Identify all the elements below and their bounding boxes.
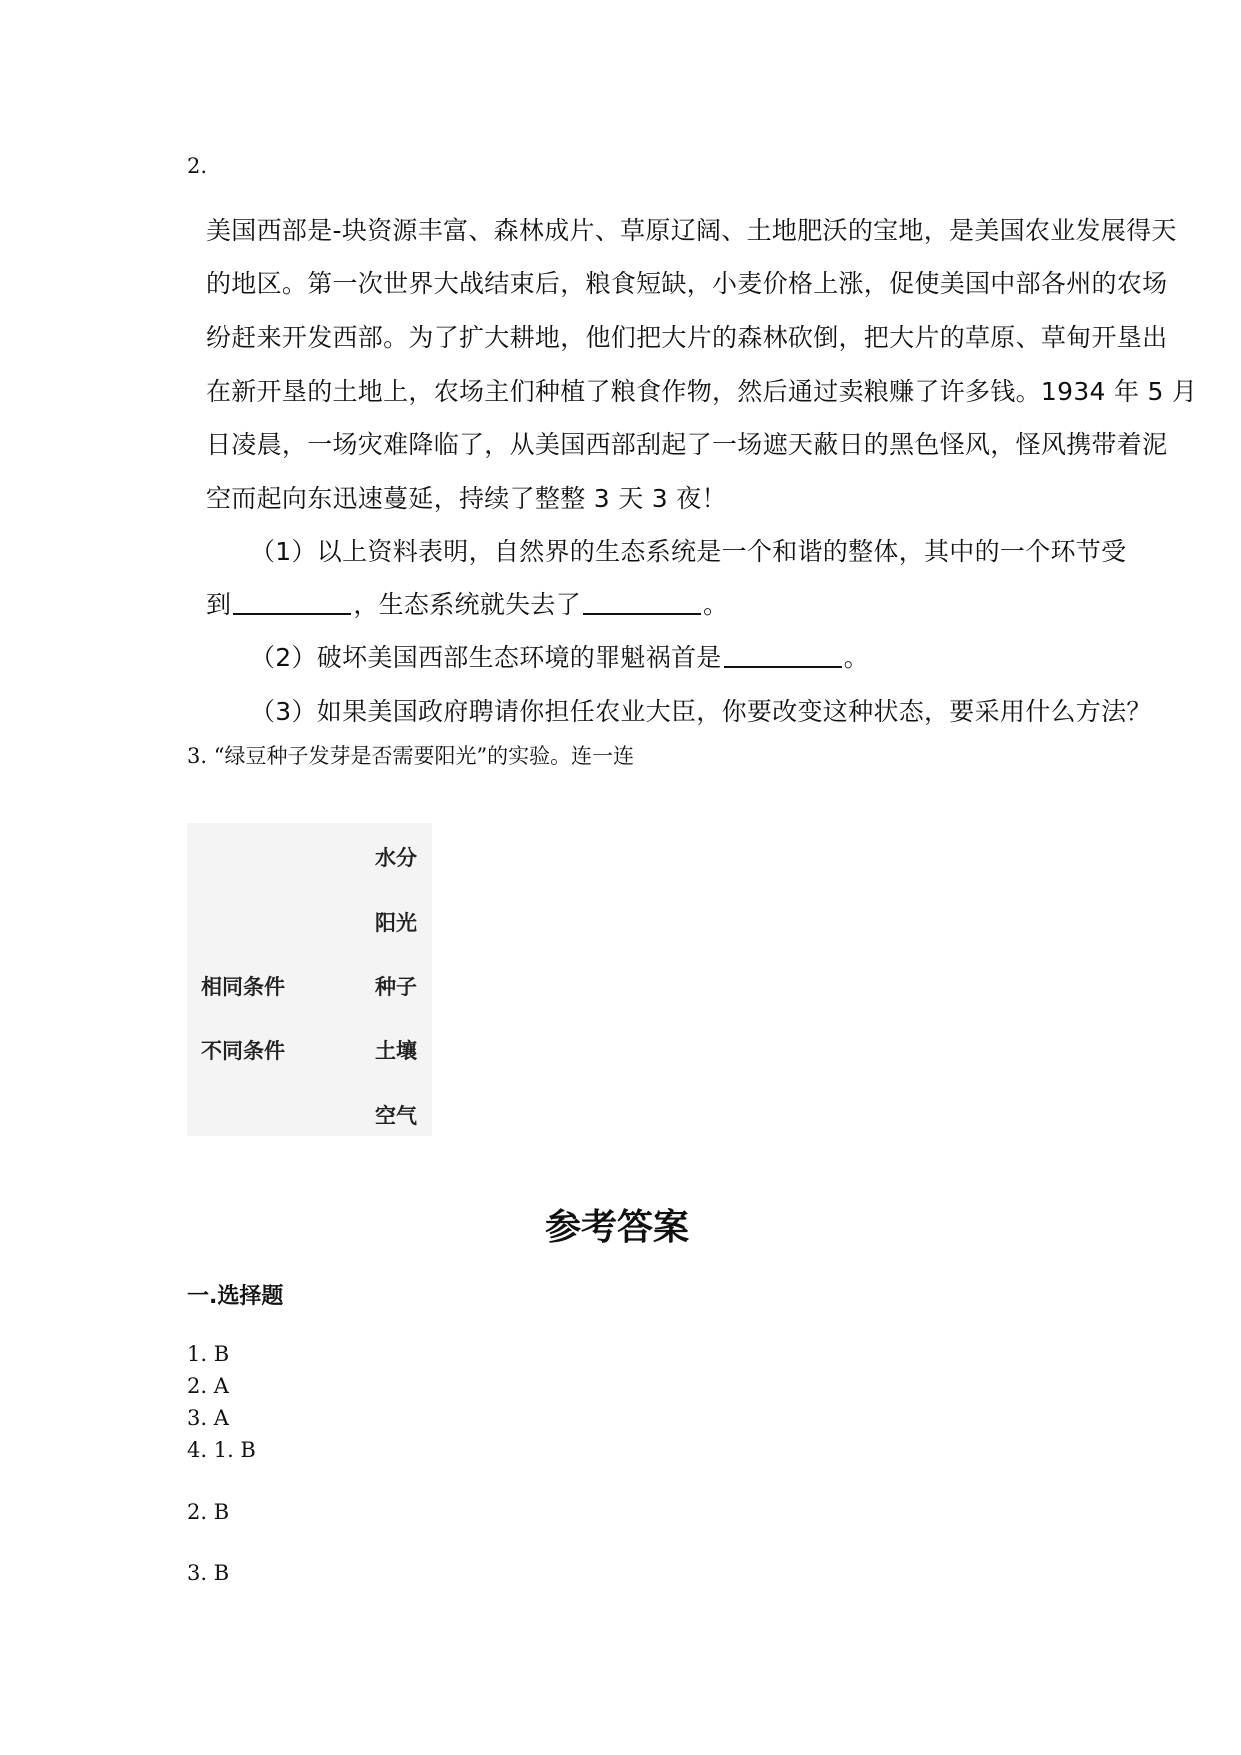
answer-item: 3. A <box>187 1406 229 1430</box>
right-item[interactable]: 阳光 <box>375 911 417 935</box>
answer-item: 4. 1. B <box>187 1438 256 1462</box>
passage-line: 纷赶来开发西部。为了扩大耕地，他们把大片的森林砍倒，把大片的草原、草甸开垦出 <box>206 323 1168 352</box>
sub-question-1: （1）以上资料表明，自然界的生态系统是一个和谐的整体，其中的一个环节受 <box>250 537 1127 566</box>
question-3-text: 3. “绿豆种子发芽是否需要阳光”的实验。连一连 <box>187 744 635 768</box>
left-item[interactable]: 相同条件 <box>201 975 285 999</box>
answer-item: 1. B <box>187 1342 230 1366</box>
right-item[interactable]: 水分 <box>375 846 417 870</box>
answers-title: 参考答案 <box>545 1207 690 1248</box>
answer-item: 3. B <box>187 1561 230 1585</box>
text: 。 <box>843 643 869 672</box>
text: 到 <box>206 590 232 619</box>
sub-question-2 <box>250 638 869 674</box>
section-title: 一.选择题 <box>187 1284 284 1309</box>
answer-blank[interactable] <box>724 644 842 668</box>
question-2-number: 2. <box>187 154 208 178</box>
text: （2）破坏美国西部生态环境的罪魁祸首是 <box>250 643 722 672</box>
sub-question-3: （3）如果美国政府聘请你担任农业大臣，你要改变这种状态，要采用什么方法？ <box>250 697 1152 726</box>
sub-question-1-blanks <box>206 585 728 621</box>
passage-line: 的地区。第一次世界大战结束后，粮食短缺，小麦价格上涨，促使美国中部各州的农场 <box>206 269 1168 298</box>
answer-blank[interactable] <box>233 591 351 615</box>
passage-line: 美国西部是-块资源丰富、森林成片、草原辽阔、土地肥沃的宝地，是美国农业发展得天 <box>206 216 1177 245</box>
matching-table <box>187 823 432 1136</box>
right-item[interactable]: 土壤 <box>375 1039 417 1063</box>
answer-blank[interactable] <box>583 591 701 615</box>
passage-line: 在新开垦的土地上，农场主们种植了粮食作物，然后通过卖粮赚了许多钱。1934 年 5 月 <box>206 377 1198 406</box>
text: 。 <box>703 590 729 619</box>
right-item[interactable]: 种子 <box>375 975 417 999</box>
answer-item: 2. B <box>187 1500 230 1524</box>
passage-line: 空而起向东迅速蔓延，持续了整整 3 天 3 夜！ <box>206 484 727 513</box>
text: ，生态系统就失去了 <box>353 590 582 619</box>
right-item[interactable]: 空气 <box>375 1104 417 1128</box>
answer-item: 2. A <box>187 1374 229 1398</box>
passage-line: 日凌晨，一场灾难降临了，从美国西部刮起了一场遮天蔽日的黑色怪风，怪风携带着泥 <box>206 430 1168 459</box>
left-item[interactable]: 不同条件 <box>201 1039 285 1063</box>
